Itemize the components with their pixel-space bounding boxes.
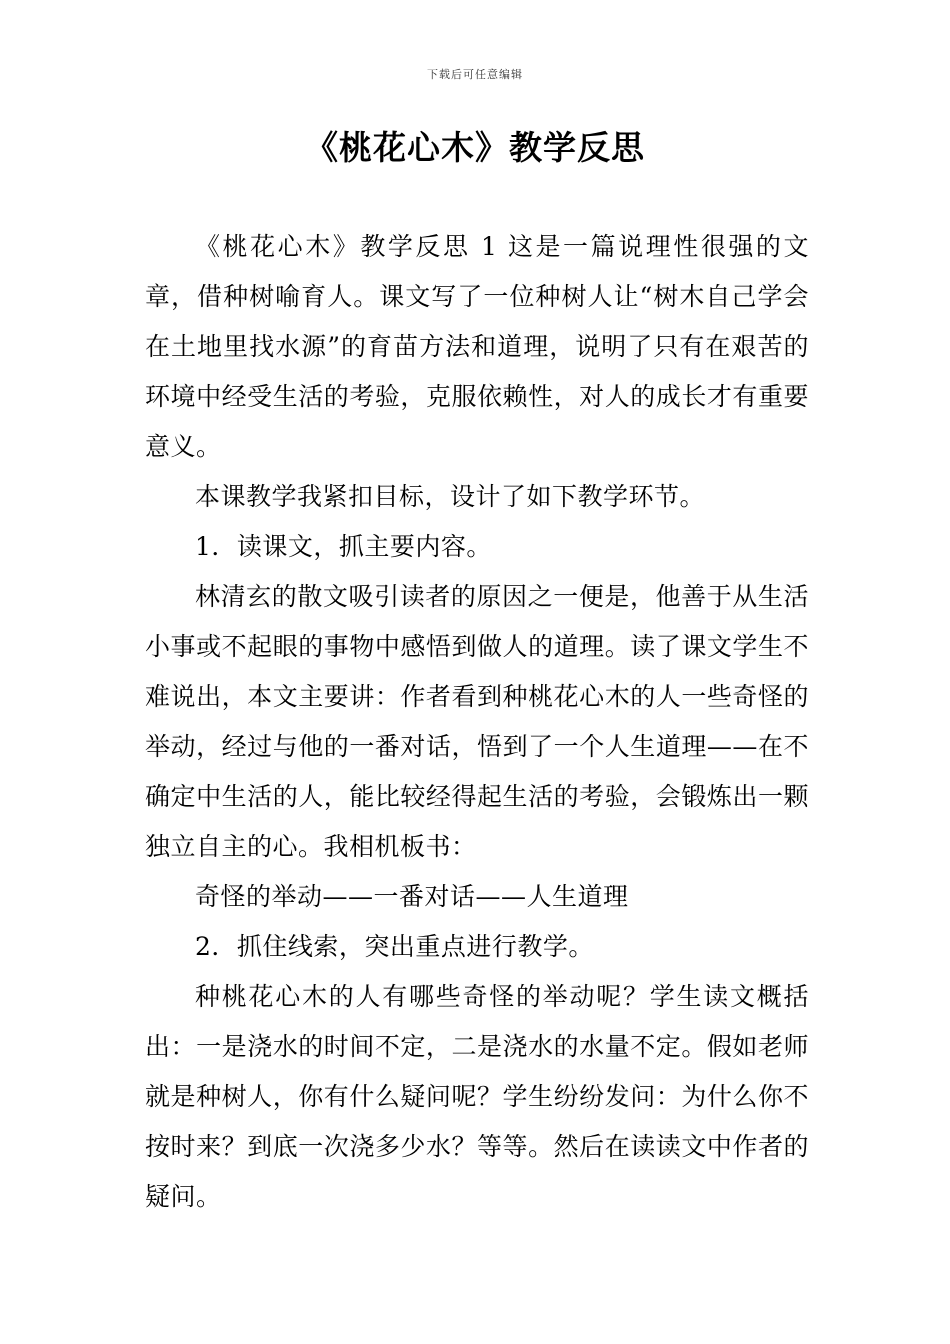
section-heading-2: 2．抓住线索，突出重点进行教学。 xyxy=(195,932,594,961)
paragraph-intro: 《桃花心木》教学反思 1 这是一篇说理性很强的文章，借种树喻育人。课文写了一位种树人让“树木自己学会在土地里找水源”的育苗方法和道理，说明了只有在艰苦的环境中经受生活的考验，克服依赖性，对人的成长才有重要意义。 xyxy=(145,232,809,461)
paragraph-questions: 种桃花心木的人有哪些奇怪的举动呢？学生读文概括出：一是浇水的时间不定，二是浇水的水量不定。假如老师就是种树人，你有什么疑问呢？学生纷纷发问：为什么你不按时来？到底一次浇多少水？等等。然后在读读文中作者的疑问。 xyxy=(145,982,809,1211)
header-note: 下载后可任意编辑 xyxy=(427,68,523,81)
document-title: 《桃花心木》教学反思 xyxy=(305,128,645,167)
document-body xyxy=(145,222,809,1222)
paragraph-design: 本课教学我紧扣目标，设计了如下教学环节。 xyxy=(195,482,706,511)
paragraph-main-content: 林清玄的散文吸引读者的原因之一便是，他善于从生活小事或不起眼的事物中感悟到做人的道理。读了课文学生不难说出，本文主要讲：作者看到种桃花心木的人一些奇怪的举动，经过与他的一番对话，悟到了一个人生道理——在不确定中生活的人，能比较经得起生活的考验，会锻炼出一颗独立自主的心。我相机板书： xyxy=(145,582,809,861)
blackboard-note: 奇怪的举动——一番对话——人生道理 xyxy=(195,882,629,911)
section-heading-1: 1．读课文，抓主要内容。 xyxy=(195,532,492,561)
